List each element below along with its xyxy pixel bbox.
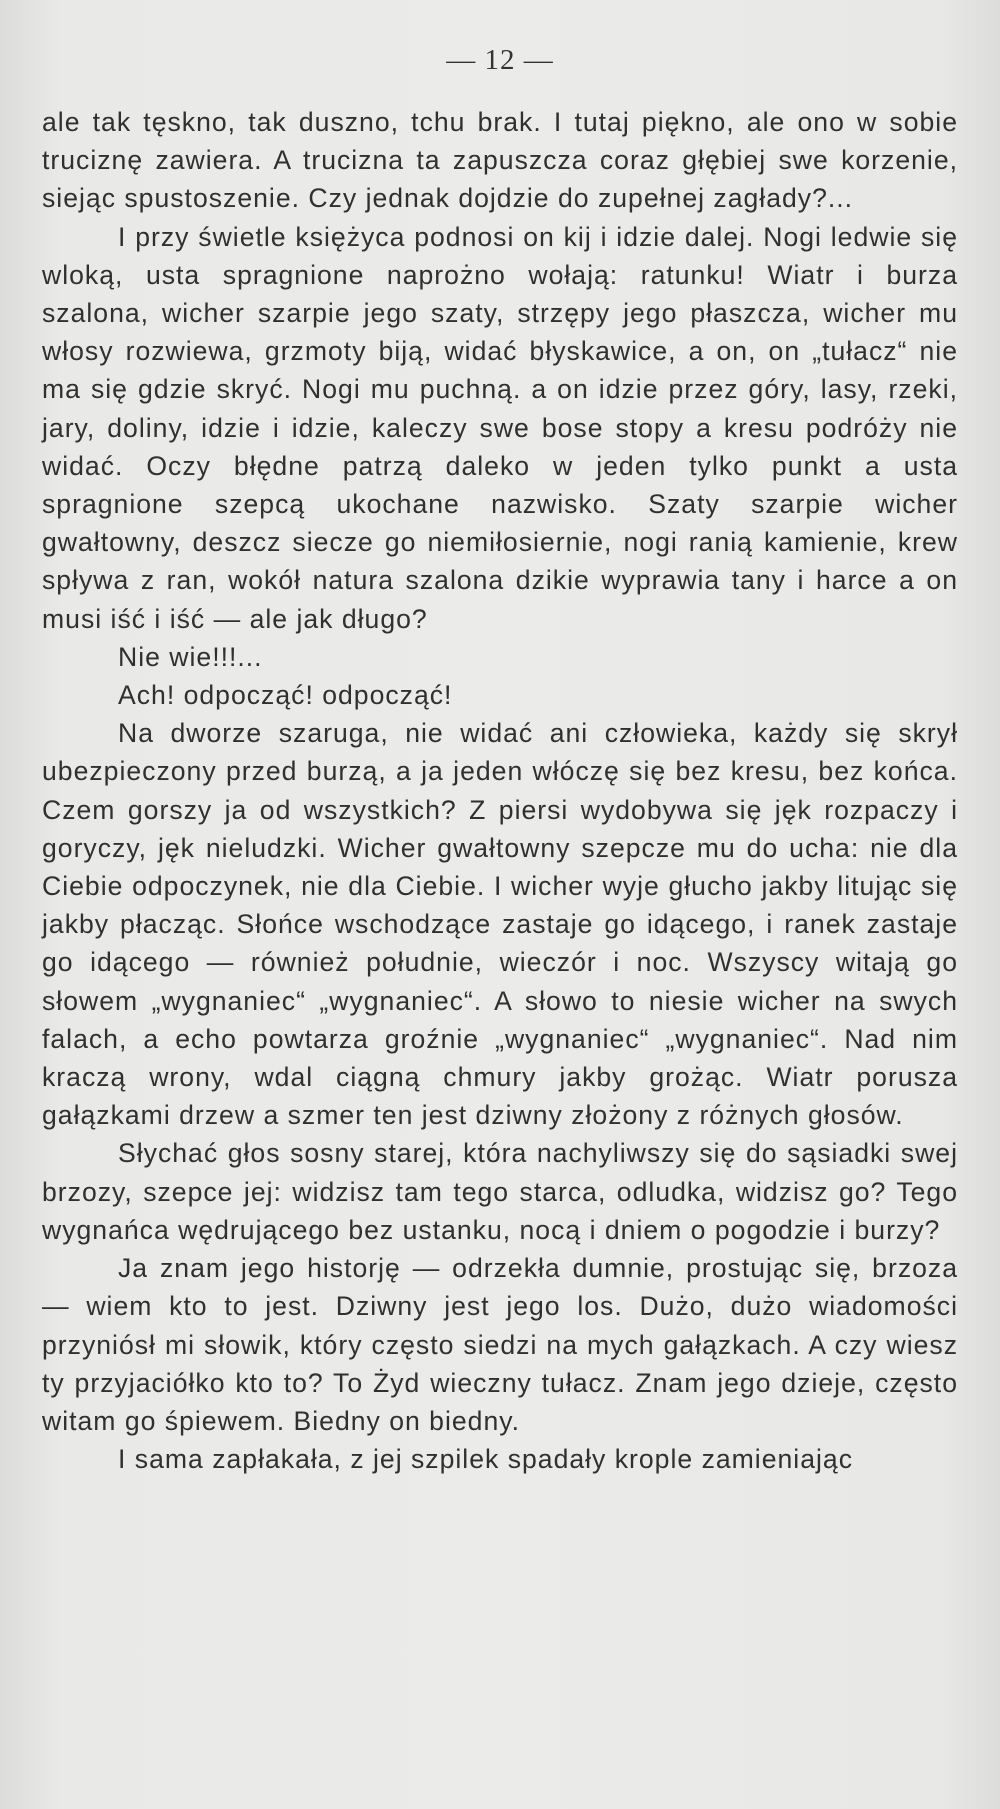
paragraph: Na dworze szaruga, nie widać ani człowieka, każdy się skrył ubezpieczony przed burzą, a ja jeden włóczę się bez kresu, bez końca. Czem gorszy ja od wszystkich? Z piersi wydobywa się jęk rozpaczy i goryczy, jęk nieludzki. Wicher gwałtowny szepcze mu do ucha: nie dla Ciebie odpoczynek, nie dla Ciebie. I wicher wyje głucho jakby litując się jakby płacząc. Słońce wschodzące zastaje go idącego, i ranek zastaje go idącego — również południe, wieczór i noc. Wszyscy witają go słowem „wygnaniec“ „wygnaniec“. A słowo to niesie wicher na swych falach, a echo powtarza groźnie „wygnaniec“ „wygnaniec“. Nad nim kraczą wrony, wdal ciągną chmury jakby grożąc. Wiatr porusza gałązkami drzew a szmer ten jest dziwny złożony z różnych głosów. bbox=[42, 718, 958, 1131]
paragraph: Słychać głos sosny starej, która nachyliwszy się do sąsiadki swej brzozy, szepce jej: widzisz tam tego starca, odludka, widzisz go? Tego wygnańca wędrującego bez ustanku, nocą i dniem o pogodzie i burzy? bbox=[42, 1138, 958, 1245]
page-text bbox=[42, 103, 958, 1478]
paragraph: Ja znam jego historję — odrzekła dumnie, prostując się, brzoza — wiem kto to jest. Dziwny jest jego los. Dużo, dużo wiadomości przyniósł mi słowik, który często siedzi na mych gałązkach. A czy wiesz ty przyjaciółko kto to? To Żyd wieczny tułacz. Znam jego dzieje, często witam go śpiewem. Biedny on biedny. bbox=[42, 1253, 958, 1436]
paragraph: I przy świetle księżyca podnosi on kij i idzie dalej. Nogi ledwie się wloką, usta spragnione naprożno wołają: ratunku! Wiatr i burza szalona, wicher szarpie jego szaty, strzępy jego płaszcza, wicher mu włosy rozwiewa, grzmoty biją, widać błyskawice, a on, on „tułacz“ nie ma się gdzie skryć. Nogi mu puchną. a on idzie przez góry, lasy, rzeki, jary, doliny, idzie i idzie, kaleczy swe bose stopy a kresu podróży nie widać. Oczy błędne patrzą daleko w jeden tylko punkt a usta spragnione szepcą ukochane nazwisko. Szaty szarpie wicher gwałtowny, deszcz siecze go niemiłosiernie, nogi ranią kamienie, krew spływa z ran, wokół natura szalona dzikie wyprawia tany i harce a on musi iść i iść — ale jak długo? bbox=[42, 221, 958, 634]
paragraph: Ach! odpocząć! odpocząć! bbox=[118, 680, 453, 711]
paragraph: ale tak tęskno, tak duszno, tchu brak. I tutaj piękno, ale ono w sobie truciznę zawiera. A trucizna ta zapuszcza coraz głębiej swe korzenie, siejąc spustoszenie. Czy jednak dojdzie do zupełnej zagłady?... bbox=[42, 107, 958, 214]
page-number: — 12 — bbox=[446, 44, 554, 76]
paragraph: Nie wie!!!... bbox=[118, 641, 263, 672]
paragraph: I sama zapłakała, z jej szpilek spadały krople zamieniając bbox=[118, 1444, 853, 1475]
